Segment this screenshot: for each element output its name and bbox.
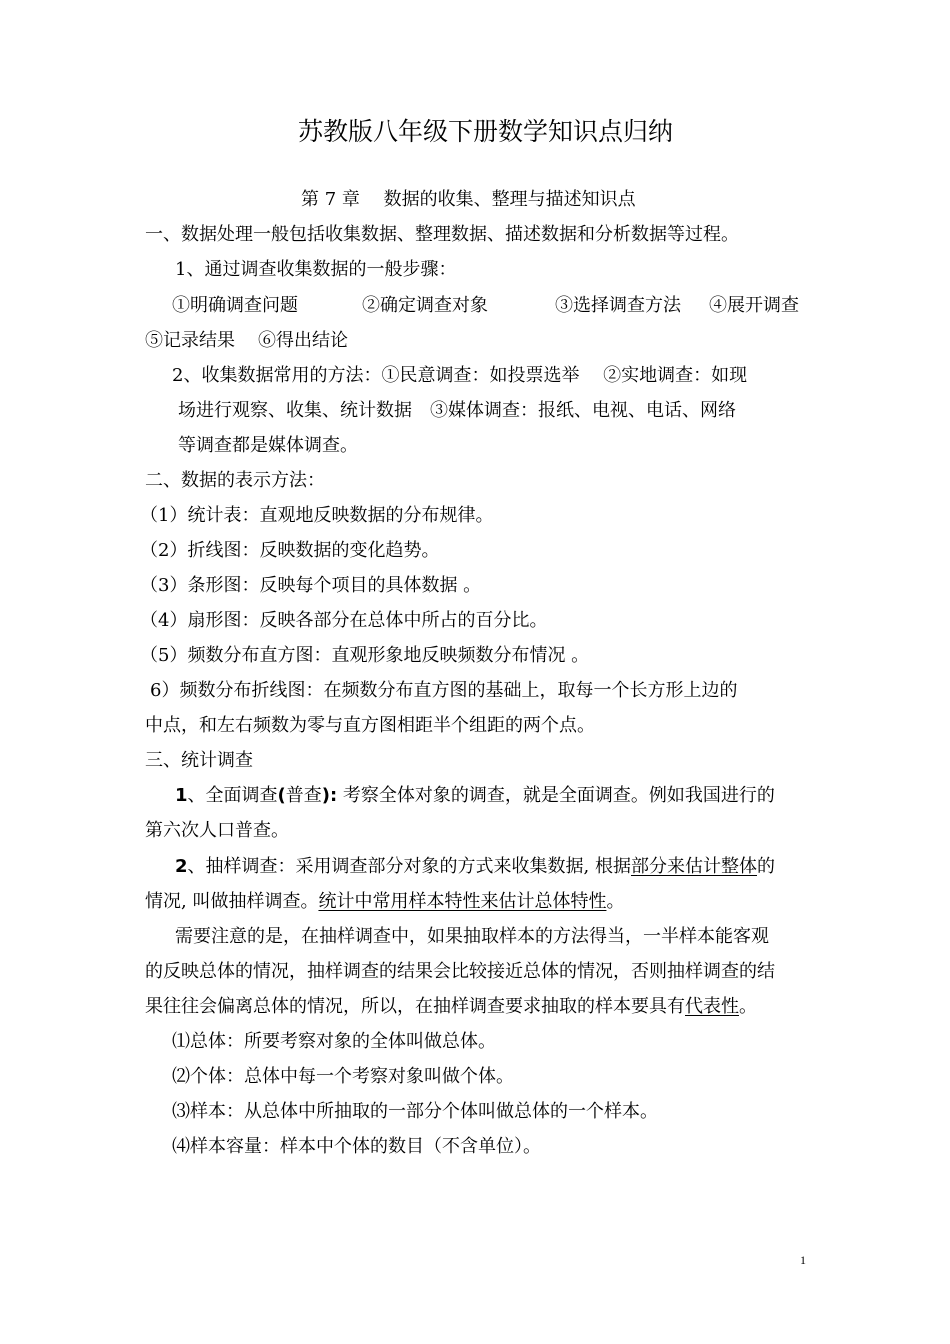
census-term: 、全面调查	[187, 785, 278, 806]
sampling-text: 情况, 叫做抽样调查。	[145, 891, 319, 912]
note-paragraph-line-3	[145, 995, 757, 1019]
note-text: 果往往会偏离总体的情况，所以，在抽样调查要求抽取的样本要具有	[145, 996, 685, 1017]
representation-item: （3）条形图：反映每个项目的具体数据 。	[140, 575, 482, 596]
census-definition-line-2: 第六次人口普查。	[145, 820, 289, 841]
representation-item: （1）统计表：直观地反映数据的分布规律。	[140, 505, 494, 526]
census-alt-term: 普查	[285, 785, 322, 806]
collection-methods-line-1: 2、收集数据常用的方法：①民意调查：如投票选举 ②实地调查：如现	[172, 365, 748, 386]
sampling-text-end: 。	[606, 891, 625, 912]
section-1-heading: 一、数据处理一般包括收集数据、整理数据、描述数据和分析数据等过程。	[145, 224, 739, 245]
sampling-number: 2	[175, 856, 188, 877]
note-text-end: 。	[739, 996, 757, 1017]
census-definition-line-1	[175, 784, 775, 808]
page-number: 1	[800, 1253, 806, 1267]
sampling-underlined-phrase: 统计中常用样本特性来估计总体特性	[318, 891, 607, 912]
definition-item: ⑷样本容量：样本中个体的数目（不含单位）。	[172, 1136, 541, 1157]
census-definition-text: 考察全体对象的调查，就是全面调查。例如我国进行的	[337, 785, 775, 806]
page-title: 苏教版八年级下册数学知识点归纳	[298, 117, 674, 146]
representation-item-6-line-1: 6）频数分布折线图：在频数分布直方图的基础上，取每一个长方形上边的	[150, 680, 738, 701]
collection-methods-line-2: 场进行观察、收集、统计数据 ③媒体调查：报纸、电视、电话、网络	[178, 400, 736, 421]
survey-step: ⑤记录结果	[145, 330, 235, 351]
census-number: 1	[175, 785, 188, 806]
sampling-underlined-phrase: 部分来估计整体	[630, 856, 757, 877]
sampling-definition-line-1	[175, 855, 775, 879]
survey-step: ③选择调查方法	[555, 295, 681, 316]
section-2-heading: 二、数据的表示方法：	[145, 470, 325, 491]
note-underlined-phrase: 代表性	[685, 996, 739, 1017]
survey-steps-intro: 1、通过调查收集数据的一般步骤：	[175, 259, 457, 280]
note-paragraph-line-2: 的反映总体的情况，抽样调查的结果会比较接近总体的情况，否则抽样调查的结	[145, 961, 775, 982]
section-3-heading: 三、统计调查	[145, 750, 253, 771]
survey-step: ②确定调查对象	[362, 295, 488, 316]
chapter-heading: 第 7 章 数据的收集、整理与描述知识点	[301, 189, 636, 210]
collection-methods-line-3: 等调查都是媒体调查。	[178, 435, 358, 456]
sampling-text-end: 的	[756, 856, 775, 877]
census-paren-open: (	[277, 785, 286, 806]
sampling-definition-line-2	[145, 890, 624, 914]
definition-item: ⑵个体：总体中每一个考察对象叫做个体。	[172, 1066, 514, 1087]
survey-step: ①明确调查问题	[172, 295, 298, 316]
sampling-text: 、抽样调查：采用调查部分对象的方式来收集数据, 根据	[187, 856, 631, 877]
survey-step: ④展开调查	[709, 295, 799, 316]
representation-item: （4）扇形图：反映各部分在总体中所占的百分比。	[140, 610, 548, 631]
representation-item: （2）折线图：反映数据的变化趋势。	[140, 540, 440, 561]
definition-item: ⑴总体：所要考察对象的全体叫做总体。	[172, 1031, 496, 1052]
census-paren-close: ):	[321, 785, 338, 806]
definition-item: ⑶样本：从总体中所抽取的一部分个体叫做总体的一个样本。	[172, 1101, 658, 1122]
note-paragraph-line-1: 需要注意的是，在抽样调查中，如果抽取样本的方法得当，一半样本能客观	[175, 926, 769, 947]
representation-item: （5）频数分布直方图：直观形象地反映频数分布情况 。	[140, 645, 590, 666]
survey-step: ⑥得出结论	[258, 330, 348, 351]
representation-item-6-line-2: 中点，和左右频数为零与直方图相距半个组距的两个点。	[145, 715, 595, 736]
